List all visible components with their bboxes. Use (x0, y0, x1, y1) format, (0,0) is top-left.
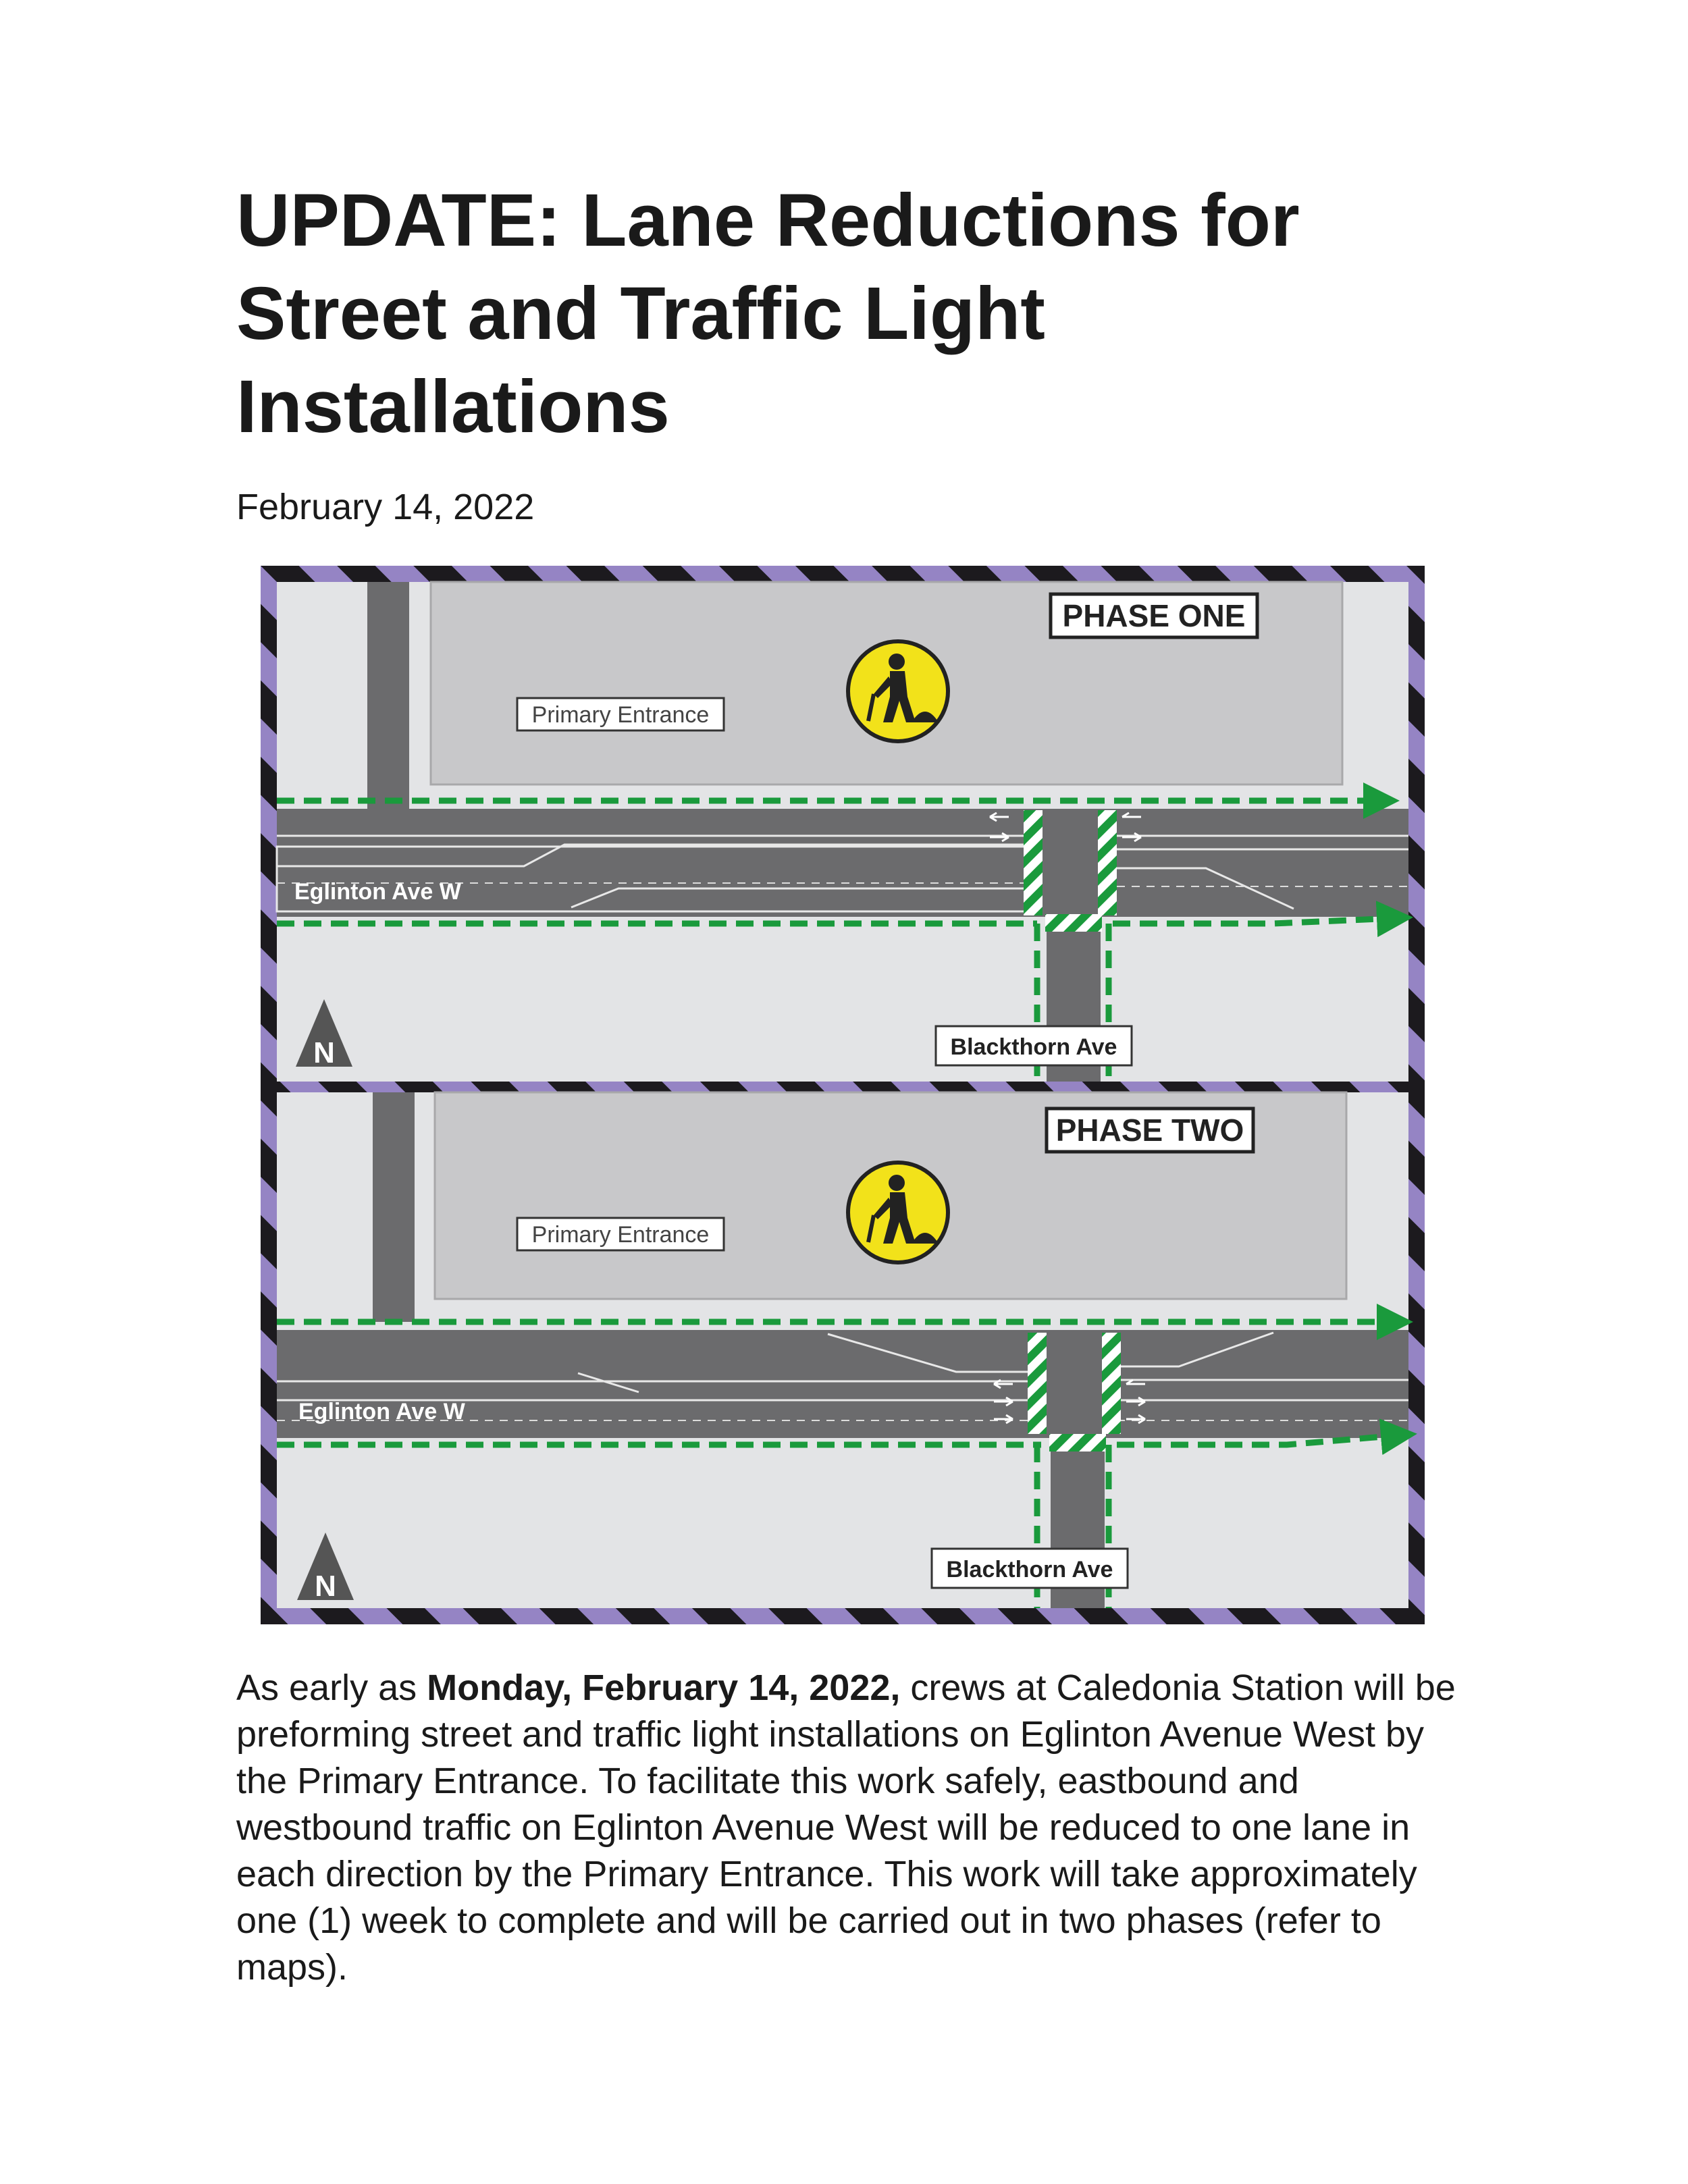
construction-phase-map (261, 566, 1425, 1624)
main-street-label: Eglinton Ave W (298, 1399, 465, 1424)
body-paragraph (236, 1665, 1465, 1991)
north-label: N (313, 1036, 335, 1069)
entrance-label: Primary Entrance (531, 1222, 710, 1248)
phase-two-panel (277, 1092, 1408, 1608)
body-intro: As early as (236, 1668, 427, 1708)
phase-two-label: PHASE TWO (1055, 1113, 1244, 1148)
cross-street-label: Blackthorn Ave (950, 1034, 1117, 1060)
entrance-label: Primary Entrance (531, 702, 710, 728)
main-street-label: Eglinton Ave W (294, 879, 461, 905)
page-title: UPDATE: Lane Reductions for Street and Traffic Light Installations (236, 179, 1300, 448)
publish-date: February 14, 2022 (236, 487, 535, 527)
cross-street-label: Blackthorn Ave (946, 1557, 1113, 1582)
phase-one-label: PHASE ONE (1062, 598, 1246, 633)
north-label: N (315, 1570, 336, 1603)
body-highlight-date: Monday, February 14, 2022, (427, 1668, 901, 1708)
worker-digging-icon (848, 641, 948, 741)
worker-digging-icon (848, 1163, 948, 1262)
body-rest: crews at Caledonia Station will be preforming street and traffic light installations on Eglinton Avenue West by the Primary Entrance. To facilitate this work safely, eastbound and westbound traffic on Eglinton Avenue West will be reduced to one lane in each direction by the Primary Entrance. This work will take approximately one (1) week to complete and will be carried out in two phases (refer to maps). (236, 1668, 1456, 1988)
phase-one-panel (277, 582, 1408, 1082)
